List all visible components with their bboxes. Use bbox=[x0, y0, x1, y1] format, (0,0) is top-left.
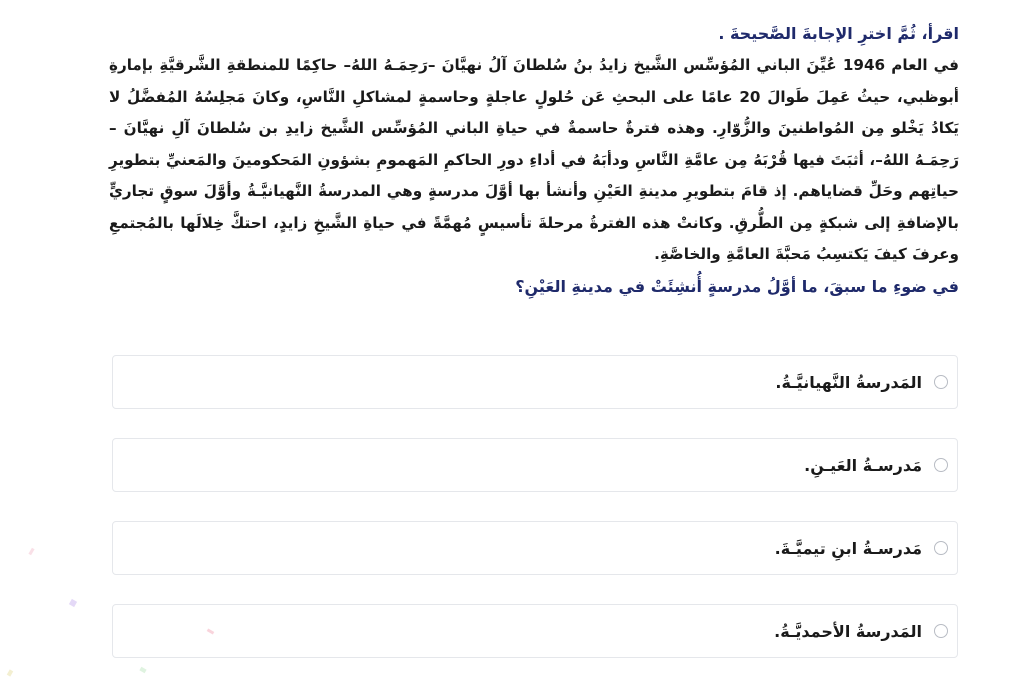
confetti-decoration bbox=[7, 669, 13, 676]
answer-options bbox=[112, 355, 958, 678]
answer-option-label: المَدرسةُ الأحمديَّـةُ. bbox=[774, 621, 922, 641]
answer-option-label: مَدرسـةُ العَيـنِ. bbox=[804, 455, 922, 475]
confetti-decoration bbox=[28, 548, 34, 556]
confetti-decoration bbox=[69, 599, 77, 607]
reading-passage: في العام 1946 عُيِّنَ الباني المُؤسِّس الشَّيخ زايدُ بنُ سُلطانَ آلُ نهيَّانَ –رَحِمَـهُ اللهُ– حاكِمًا للمنطقةِ الشَّرقيَّةِ بإمارةِ أبوظبي، حيثُ عَمِلَ طَوالَ 20 عامًا على البحثِ عَن حُلولٍ عاجلةٍ وحاسمةٍ لمشاكلِ النَّاسِ، وكانَ مَجلِسُهُ المُفضَّلُ لا يَكادُ يَخْلو مِن المُواطنينَ والزُّوّارِ. وهذه فترةٌ حاسمةٌ في حياةِ الباني المُؤسِّس الشَّيخ زايدِ بن سُلطانَ آلِ نهيَّانَ –رَحِمَـهُ اللهُ–، أثبَتَ فيها قُرْبَهُ مِن عامَّةِ النَّاسِ ودأبَهُ في أداءِ دورِ الحاكمِ المَهمومِ بشؤونِ المَحكومينَ والمَعنيِّ بتطويرِ حياتِهم وحَلِّ قضاياهم. إذ قامَ بتطويرِ مدينةِ العَيْنِ وأنشأ بها أوَّلَ مدرسةٍ وهي المدرسةُ النَّهيانيَّـةُ وأوَّلَ سوقٍ تجاريٍّ بالإضافةِ إلى شبكةٍ مِن الطُّرقِ. وكانتْ هذه الفترةُ مرحلةَ تأسيسٍ مُهمَّةً في حياةِ الشَّيخِ زايدٍ، احتكَّ خِلالَها بالمُجتمعِ وعرفَ كيفَ يَكتسِبُ مَحبَّةَ العامَّةِ والخاصَّةِ. bbox=[109, 56, 960, 263]
instruction-text: اقرأ، ثُمَّ اخترِ الإجابةَ الصَّحيحةَ . bbox=[718, 24, 959, 43]
radio-button-icon[interactable] bbox=[934, 624, 948, 638]
radio-button-icon[interactable] bbox=[934, 458, 948, 472]
answer-option-3[interactable] bbox=[112, 521, 958, 575]
question-content bbox=[109, 18, 959, 303]
answer-option-2[interactable] bbox=[112, 438, 958, 492]
answer-option-1[interactable] bbox=[112, 355, 958, 409]
radio-button-icon[interactable] bbox=[934, 541, 948, 555]
question-text: في ضوءِ ما سبقَ، ما أوَّلُ مدرسةٍ أُنشِئَتْ في مدينةِ العَيْنِ؟ bbox=[515, 276, 959, 296]
answer-option-label: المَدرسةُ النَّهيانيَّـةُ. bbox=[775, 372, 922, 392]
radio-button-icon[interactable] bbox=[934, 375, 948, 389]
answer-option-label: مَدرسـةُ ابنِ تيميَّـةَ. bbox=[774, 538, 922, 558]
answer-option-4[interactable] bbox=[112, 604, 958, 658]
